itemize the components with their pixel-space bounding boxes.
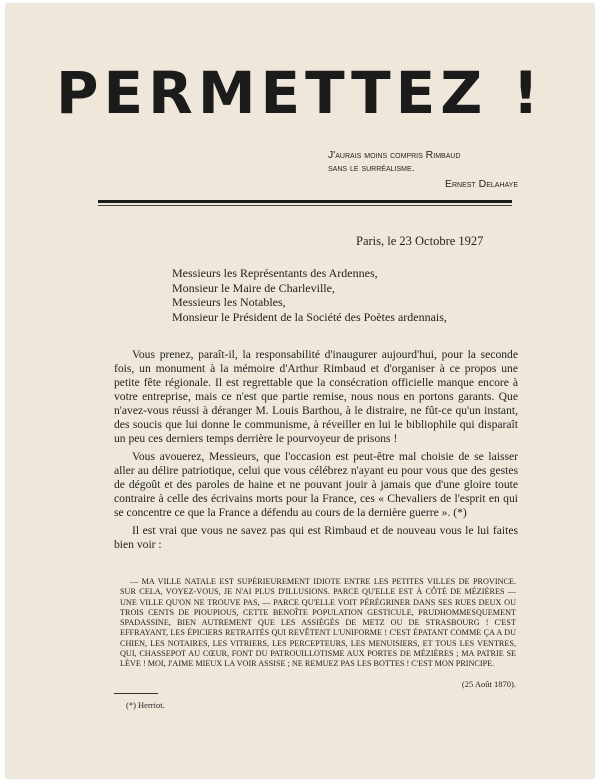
epigraph-line: J'aurais moins compris Rimbaud bbox=[328, 149, 461, 161]
epigraph-author: Ernest Delahaye bbox=[444, 178, 518, 190]
epigraph-line: sans le surréalisme. bbox=[328, 162, 415, 174]
footnote: (*) Herriot. bbox=[126, 700, 165, 710]
letter-body bbox=[114, 348, 518, 556]
footnote-rule bbox=[114, 693, 158, 694]
page-title: PERMETTEZ ! bbox=[56, 59, 544, 127]
rimbaud-quote: — MA VILLE NATALE EST SUPÉRIEUREMENT IDIOTE ENTRE LES PETITES VILLES DE PROVINCE. SUR CELA, VOYEZ-VOUS, JE N'AI PLUS D'ILLUSIONS. PARCE QU'ELLE EST À CÔTÉ DE MÉZIÈRES — UNE VILLE QU'ON NE TROUVE PAS, — PARCE QU'ELLE VOIT PÉRÉGRINER DANS SES RUES DEUX OU TROIS CENTS DE PIOUPIOUS, CETTE BENOÎTE POPULATION GESTICULE, PRUDHOMMESQUEMENT SPADASSINE, BIEN AUTREMENT QUE LES ASSIÉGÉS DE METZ OU DE STRASBOURG ! C'EST EFFRAYANT, LES ÉPICIERS RETRAITÉS QUI REVÊTENT L'UNIFORME ! C'EST ÉPATANT COMME ÇA A DU CHIEN, LES NOTAIRES, LES VITRIERS, LES PERCEPTEURS, LES MENUISIERS, ET TOUS LES VENTRES, QUI, CHASSEPOT AU CŒUR, FONT DU PATROUILLOTISME AUX PORTES DE MÉZIÈRES ; MA PATRIE SE LÈVE ! MOI, J'AIME MIEUX LA VOIR ASSISE ; NE REMUEZ PAS LES BOTTES ! C'EST MON PRINCIPE. bbox=[120, 577, 516, 669]
address-line: Monsieur le Président de la Société des Poètes ardennais, bbox=[172, 309, 447, 324]
address-line: Monsieur le Maire de Charleville, bbox=[172, 280, 335, 295]
epigraph bbox=[328, 149, 518, 191]
header-rule bbox=[98, 200, 512, 203]
paragraph: Vous avouerez, Messieurs, que l'occasion est peut-être mal choisie de se laisser aller au délire patriotique, celui que vous célébrez n'ayant eu pour vous que des gestes de dégoût et des paroles de haine et ne pouvant jouir à jamais que d'une gloire toute contraire à celle des écrivains morts pour la France, ces « Chevaliers de l'esprit en qui se concentre ce que la France a défendu au cours de la dernière guerre ». (*) bbox=[114, 450, 518, 519]
address-line: Messieurs les Notables, bbox=[172, 295, 286, 309]
document-page bbox=[6, 4, 594, 778]
address-block bbox=[172, 266, 447, 324]
address-line: Messieurs les Représentants des Ardennes, bbox=[172, 266, 378, 280]
header-rule-thin bbox=[98, 205, 512, 206]
paragraph: Vous prenez, paraît-il, la responsabilité d'inaugurer aujourd'hui, pour la seconde fois, un monument à la mémoire d'Arthur Rimbaud et d'organiser à ce propos une petite fête régionale. Il est regrettable que la consécration officielle manque encore à votre entreprise, mais ce n'est que partie remise, nous nous en portons garants. Que n'avez-vous réussi à déranger M. Louis Barthou, à le distraire, ne fût-ce qu'un instant, des soucis que lui donne le communisme, à réveiller en lui le bibliophile qui disparaît un peu ces derniers temps derrière le pourvoyeur de prisons ! bbox=[114, 348, 518, 445]
quote-date: (25 Août 1870). bbox=[461, 679, 516, 689]
paragraph: Il est vrai que vous ne savez pas qui est Rimbaud et de nouveau vous le lui faites bien voir : bbox=[114, 524, 518, 551]
dateline: Paris, le 23 Octobre 1927 bbox=[356, 234, 484, 248]
